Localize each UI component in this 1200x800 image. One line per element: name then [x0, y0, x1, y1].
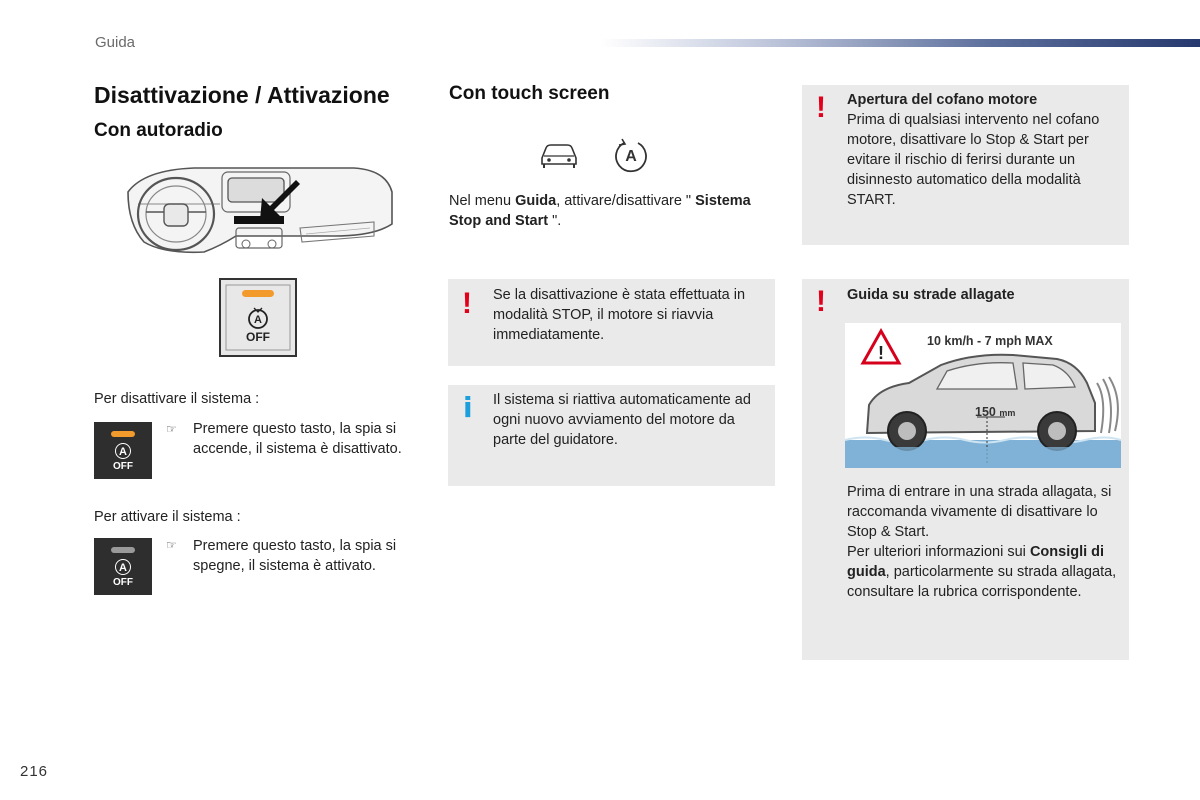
flood-more-info: Per ulteriori informazioni sui Consigli di guida, particolarmente su strada allagata, consultare la rubrica corrispondente. — [847, 544, 1117, 600]
led-orange-indicator — [111, 431, 135, 437]
auto-stop-start-icon — [612, 136, 650, 174]
page-title: Disattivazione / Attivazione — [94, 82, 390, 108]
info-panel — [448, 385, 775, 486]
touch-screen-instruction: Nel menu Guida, attivare/disattivare " Sistema Stop and Start ". — [449, 193, 751, 229]
svg-text:A: A — [254, 314, 262, 326]
svg-text:A: A — [625, 148, 637, 165]
menu-sistema-stop-start: Sistema Stop and Start — [449, 193, 751, 229]
flood-warning-body — [847, 482, 1122, 602]
page-number: 216 — [20, 763, 49, 780]
flood-speed-limit: 10 km/h - 7 mph MAX — [927, 334, 1053, 348]
button-off-text: OFF — [113, 577, 133, 588]
hood-warning-title: Apertura del cofano motore — [847, 92, 1038, 108]
menu-guida: Guida — [515, 193, 557, 209]
warning-icon: ! — [816, 285, 826, 318]
zoom-button-off-label: OFF — [246, 330, 270, 344]
deactivate-instruction: Premere questo tasto, la spia si accende, il sistema è disattivato. — [193, 421, 402, 457]
car-driving-icon — [538, 140, 580, 170]
activate-instruction: Premere questo tasto, la spia si spegne, il sistema è attivato. — [193, 538, 397, 574]
warning-icon: ! — [462, 287, 472, 320]
header-gradient-bar — [600, 39, 1200, 47]
flood-illustration — [845, 323, 1121, 468]
warning-icon: ! — [816, 91, 826, 124]
stop-start-button-led-on — [94, 422, 152, 479]
hood-warning-text: Prima di qualsiasi intervento nel cofano motore, disattivare lo Stop & Start per evitare il rischio di ferirsi durante un disinnesto automatico della modalità START. — [847, 112, 1100, 208]
info-icon: i — [463, 391, 473, 424]
flood-depth-limit: 150 mm — [975, 405, 1016, 419]
stop-start-button-led-off — [94, 538, 152, 595]
auto-stop-icon: A — [115, 559, 131, 575]
button-off-text: OFF — [113, 461, 133, 472]
hood-warning-panel — [802, 85, 1129, 245]
deactivate-intro: Per disattivare il sistema : — [94, 391, 260, 407]
svg-text:!: ! — [878, 343, 884, 363]
info-text: Il sistema si riattiva automaticamente ad ogni nuovo avviamento del motore da parte del guidatore. — [493, 392, 751, 448]
hood-warning-body — [847, 90, 1122, 210]
auto-stop-icon: A — [115, 443, 131, 459]
flood-warning-panel — [802, 279, 1129, 660]
bullet-hand-icon: ☞ — [166, 422, 177, 436]
driving-tips-reference: Consigli di guida — [847, 544, 1105, 580]
header-section-label: Guida — [95, 34, 136, 51]
bullet-hand-icon: ☞ — [166, 538, 177, 552]
subtitle-autoradio: Con autoradio — [94, 120, 223, 141]
flood-warning-title: Guida su strade allagate — [847, 287, 1015, 303]
subtitle-touch-screen: Con touch screen — [449, 83, 610, 104]
warning-panel — [448, 279, 775, 366]
warning-text: Se la disattivazione è stata effettuata in modalità STOP, il motore si riavvia immediatamente. — [493, 287, 746, 343]
activate-intro: Per attivare il sistema : — [94, 509, 241, 525]
led-gray-indicator — [111, 547, 135, 553]
flood-warning-text: Prima di entrare in una strada allagata, si raccomanda vivamente di disattivare lo Stop & Start. — [847, 484, 1112, 540]
